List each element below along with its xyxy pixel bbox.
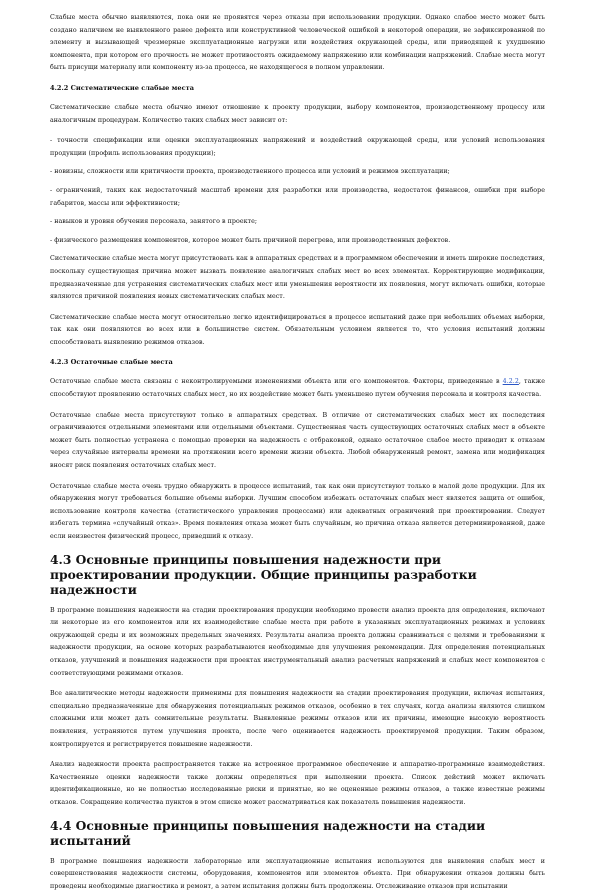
section-reference-link[interactable]: 4.2.2: [503, 378, 519, 385]
section-4-2-2-paragraph-2: Систематические слабые места могут присутствовать как в аппаратных средствах и в программном обеспечении и иметь широкие последствия, поскольку существующая причина может вызвать появление аналогичных слабых мест во всех элементах. Корректирующие модификации, предназначенные для устранения систематических слабых мест или уменьшения вероятности их появления, могут включать ошибки, которые являются причиной появления новых систематических слабых мест.: [50, 253, 545, 303]
section-4-2-2-paragraph-1: Систематические слабые места обычно имеют отношение к проекту продукции, выбору компонентов, производственному процессу или аналогичным процедурам. Количество таких слабых мест зависит от:: [50, 102, 545, 127]
section-4-3-paragraph-1: В программе повышения надежности на стадии проектирования продукции необходимо провести анализ проекта для определения, включают ли некоторые из его компонентов или их взаимодействие слабые места при работе в указанных эксплуатационных режимах и условиях окружающей среды и их возможных предельных значениях. Результаты анализа проекта должны сравниваться с целями и требованиями к надежности продукции, на основе которых разрабатываются необходимые для улучшения рекомендации. Для определения потенциальных отказов, улучшений и повышения надежности при проектах инструментальный анализ расчетных напряжений и слабых мест компонентов с соответствующими режимами отказов.: [50, 605, 545, 681]
paragraph-text: , также способствуют проявлению остаточных слабых мест, но их воздействие может быть уменьшено путем обучения персонала и контроля качества.: [50, 378, 545, 398]
section-4-2-3-paragraph-1: [50, 376, 545, 401]
section-4-2-3-paragraph-2: Остаточные слабые места присутствуют только в аппаратных средствах. В отличие от систематических слабых мест их последствия ограничиваются отдельными элементами или отдельными объектами. Существенная часть существующих остаточных слабых мест в объекте может быть полностью устранена с помощью проверки на надежность с отбраковкой, однако остаточное слабое место приводит к отказам через случайные интервалы времени на протяжении всего времени жизни объекта. Любой обнаруженный ремонт, замена или модификация вносят риск появления остаточных слабых мест.: [50, 410, 545, 473]
section-4-2-3-paragraph-3: Остаточные слабые места очень трудно обнаружить в процессе испытаний, так как они присутствуют только в малой доле продукции. Для их обнаружения могут требоваться большие объемы выборки. Лучшим способом избежать остаточных слабых мест является защита от ошибок, использование контроля качества (статистического управления процессами) или адекватных ограничений при проектировании. Следует избегать термина «случайный отказ». Время появления отказа может быть случайным, но причина отказа является детерминированной, даже если неизвестен физический процесс, приведший к отказу.: [50, 481, 545, 544]
section-4-4-paragraph-1: В программе повышения надежности лабораторные или эксплуатационные испытания используются для выявления слабых мест и совершенствования надежности системы, оборудования, компонентов или элементов объекта. При обнаружении отказов должны быть проведены необходимые диагностика и ремонт, а затем испытания должны быть продолжены. Отслеживание отказов при испытании: [50, 856, 545, 893]
intro-paragraph: Слабые места обычно выявляются, пока они не проявятся через отказы при использовании продукции. Однако слабое место может быть создано наличием не выявленного ранее дефекта или конструктивной человеческой ошибкой в некоторой операции, не зафиксированной по элементу и вызывающей чрезмерные эксплуатационные нагрузки или воздействия окружающей среды, или приводящей к ухудшению компонента, при котором его прочность не может противостоять ожидаемому напряжению или комбинации напряжений. Слабые места могут быть присущи материалу или компоненту из-за процесса, не находящегося в полном управлении.: [50, 12, 545, 75]
section-4-2-2-paragraph-3: Систематические слабые места могут относительно легко идентифицироваться в процессе испытаний даже при небольших объемах выборки, так как они появляются во всех или в большинстве систем. Обязательным условием является то, что условия испытаний должны способствовать выявлению режимов отказов.: [50, 312, 545, 350]
section-4-2-3-heading: 4.2.3 Остаточные слабые места: [50, 357, 545, 368]
section-4-4-heading: 4.4 Основные принципы повышения надежности на стадии испытаний: [50, 818, 545, 848]
list-item: - ограничений, таких как недостаточный масштаб времени для разработки или производства, недостаток финансов, ошибки при выборе габаритов, массы или эффективности;: [50, 185, 545, 210]
section-4-3-paragraph-3: Анализ надежности проекта распространяется также на встроенное программное обеспечение и аппаратно-программные взаимодействия. Качественные оценки надежности также должны определяться при выполнении проекта. Список действий может включать идентификационные, но не полностью исследованные риски и принятые, но не оцененные режимы отказов, а также известные режимы отказов. Сокращение количества пунктов в этом списке может рассматриваться как показатель повышения надежности.: [50, 759, 545, 809]
list-item: - новизны, сложности или критичности проекта, производственного процесса или условий и режимов эксплуатации;: [50, 166, 545, 179]
section-4-2-2-heading: 4.2.2 Систематические слабые места: [50, 83, 545, 94]
section-4-3-paragraph-2: Все аналитические методы надежности применимы для повышения надежности на стадии проектирования продукции, включая испытания, специально предназначенные для обнаружения потенциальных режимов отказов, особенно в тех случаях, когда анализы являются слишком сложными или может дать сомнительные результаты. Выявленные режимы отказов или их причины, имеющие высокую вероятность появления, устраняются путем улучшения проекта, после чего оценивается надежность проектируемой продукции. Таким образом, контролируется и регистрируется повышение надежности.: [50, 688, 545, 751]
list-item: - физического размещения компонентов, которое может быть причиной перегрева, или производственных дефектов.: [50, 235, 545, 248]
list-item: - навыков и уровня обучения персонала, занятого в проекте;: [50, 216, 545, 229]
section-4-3-heading: 4.3 Основные принципы повышения надежности при проектировании продукции. Общие принципы разработки надежности: [50, 552, 545, 597]
list-item: - точности спецификации или оценки эксплуатационных напряжений и воздействий окружающей среды, или условий использования продукции (профиль использования продукции);: [50, 135, 545, 160]
paragraph-text: Остаточные слабые места связаны с неконтролируемыми изменениями объекта или его компонентов. Факторы, приведенные в: [50, 378, 503, 385]
